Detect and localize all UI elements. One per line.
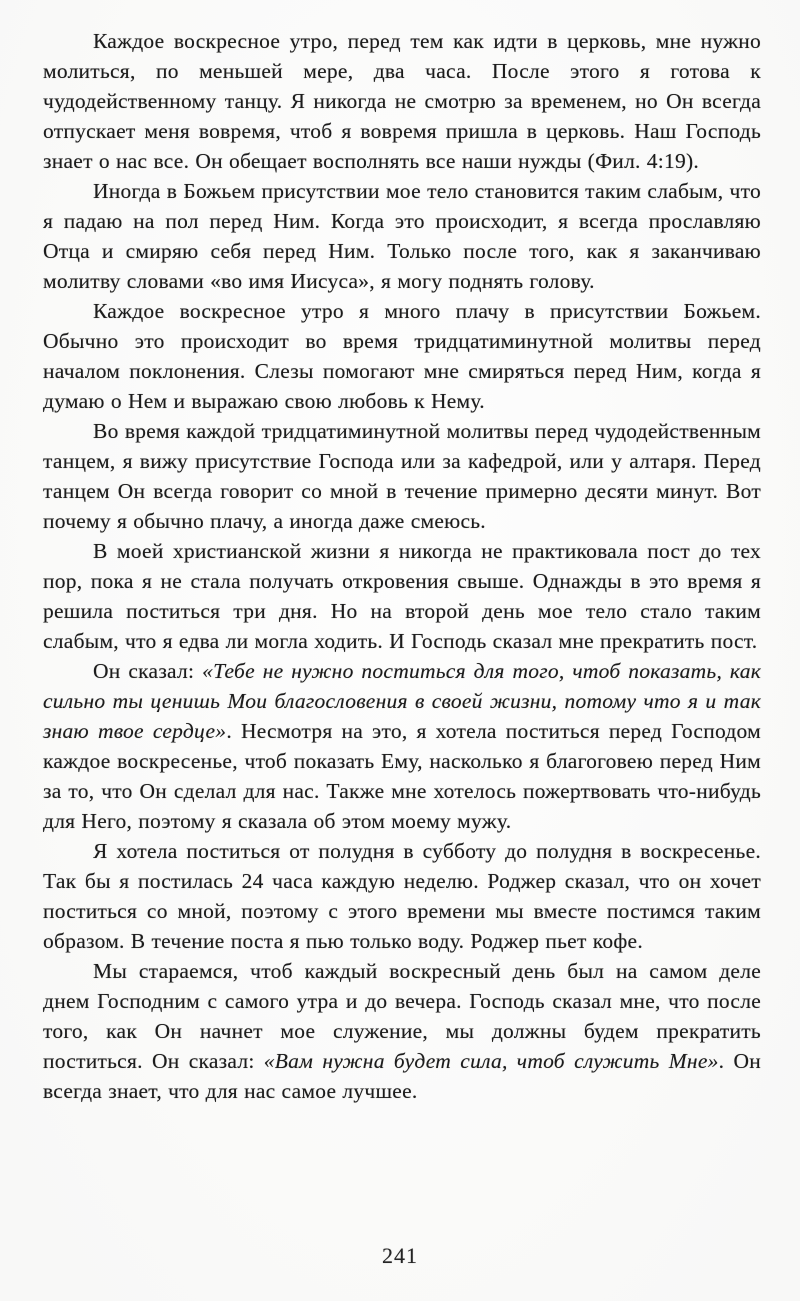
text-run: В моей христианской жизни я никогда не практиковала пост до тех пор, пока я не стала получать откровения свыше. Однажды в это время я решила поститься три дня. Но на второй день мое тело стало таким слабым, что я едва ли могла ходить. И Господь сказал мне прекратить пост. — [43, 539, 761, 653]
page-number: 241 — [382, 1243, 418, 1268]
paragraph — [43, 26, 761, 176]
text-run: Я хотела поститься от полудня в субботу до полудня в воскресенье. Так бы я постилась 24 часа каждую неделю. Роджер сказал, что он хочет поститься со мной, поэтому с этого времени мы вместе постимся таким образом. В течение поста я пью только воду. Роджер пьет кофе. — [43, 839, 761, 953]
paragraph — [43, 836, 761, 956]
text-run: Каждое воскресное утро, перед тем как идти в церковь, мне нужно молиться, по меньшей мере, два часа. После этого я готова к чудодейственному танцу. Я никогда не смотрю за временем, но Он всегда отпускает меня вовремя, чтоб я вовремя пришла в церковь. Наш Господь знает о нас все. Он обещает восполнять все наши нужды (Фил. 4:19). — [43, 29, 761, 173]
paragraph — [43, 416, 761, 536]
text-run: . Несмотря на это, я хотела поститься перед Господом каждое воскресенье, чтоб показать Ему, насколько я благоговею перед Ним за то, что Он сделал для нас. Также мне хотелось пожертвовать что-нибудь для Него, поэтому я сказала об этом моему мужу. — [43, 719, 761, 833]
text-run: «Вам нужна будет сила, чтоб служить Мне» — [263, 1049, 719, 1073]
text-run: Мы стараемся, чтоб каждый воскресный день был на самом деле днем Господним с самого утра и до вечера. Господь сказал мне, что после того, как Он начнет мое служение, мы должны будем прекратить поститься. Он сказал: — [43, 959, 761, 1073]
paragraph — [43, 956, 761, 1106]
paragraph — [43, 176, 761, 296]
text-run: Каждое воскресное утро я много плачу в присутствии Божьем. Обычно это происходит во время тридцатиминутной молитвы перед началом поклонения. Слезы помогают мне смиряться перед Ним, когда я думаю о Нем и выражаю свою любовь к Нему. — [43, 299, 761, 413]
text-run: . Он всегда знает, что для нас самое лучшее. — [43, 1049, 761, 1103]
text-run: Иногда в Божьем присутствии мое тело становится таким слабым, что я падаю на пол перед Ним. Когда это происходит, я всегда прославляю Отца и смиряю себя перед Ним. Только после того, как я заканчиваю молитву словами «во имя Иисуса», я могу поднять голову. — [43, 179, 761, 293]
paragraph — [43, 656, 761, 836]
paragraph — [43, 296, 761, 416]
paragraph — [43, 536, 761, 656]
page-text — [43, 26, 761, 1106]
text-run: Он сказал: — [93, 659, 203, 683]
text-run: Во время каждой тридцатиминутной молитвы перед чудодейственным танцем, я вижу присутствие Господа или за кафедрой, или у алтаря. Перед танцем Он всегда говорит со мной в течение примерно десяти минут. Вот почему я обычно плачу, а иногда даже смеюсь. — [43, 419, 761, 533]
text-run: «Тебе не нужно поститься для того, чтоб показать, как сильно ты ценишь Мои благословения в своей жизни, потому что я и так знаю твое сердце» — [43, 659, 761, 743]
